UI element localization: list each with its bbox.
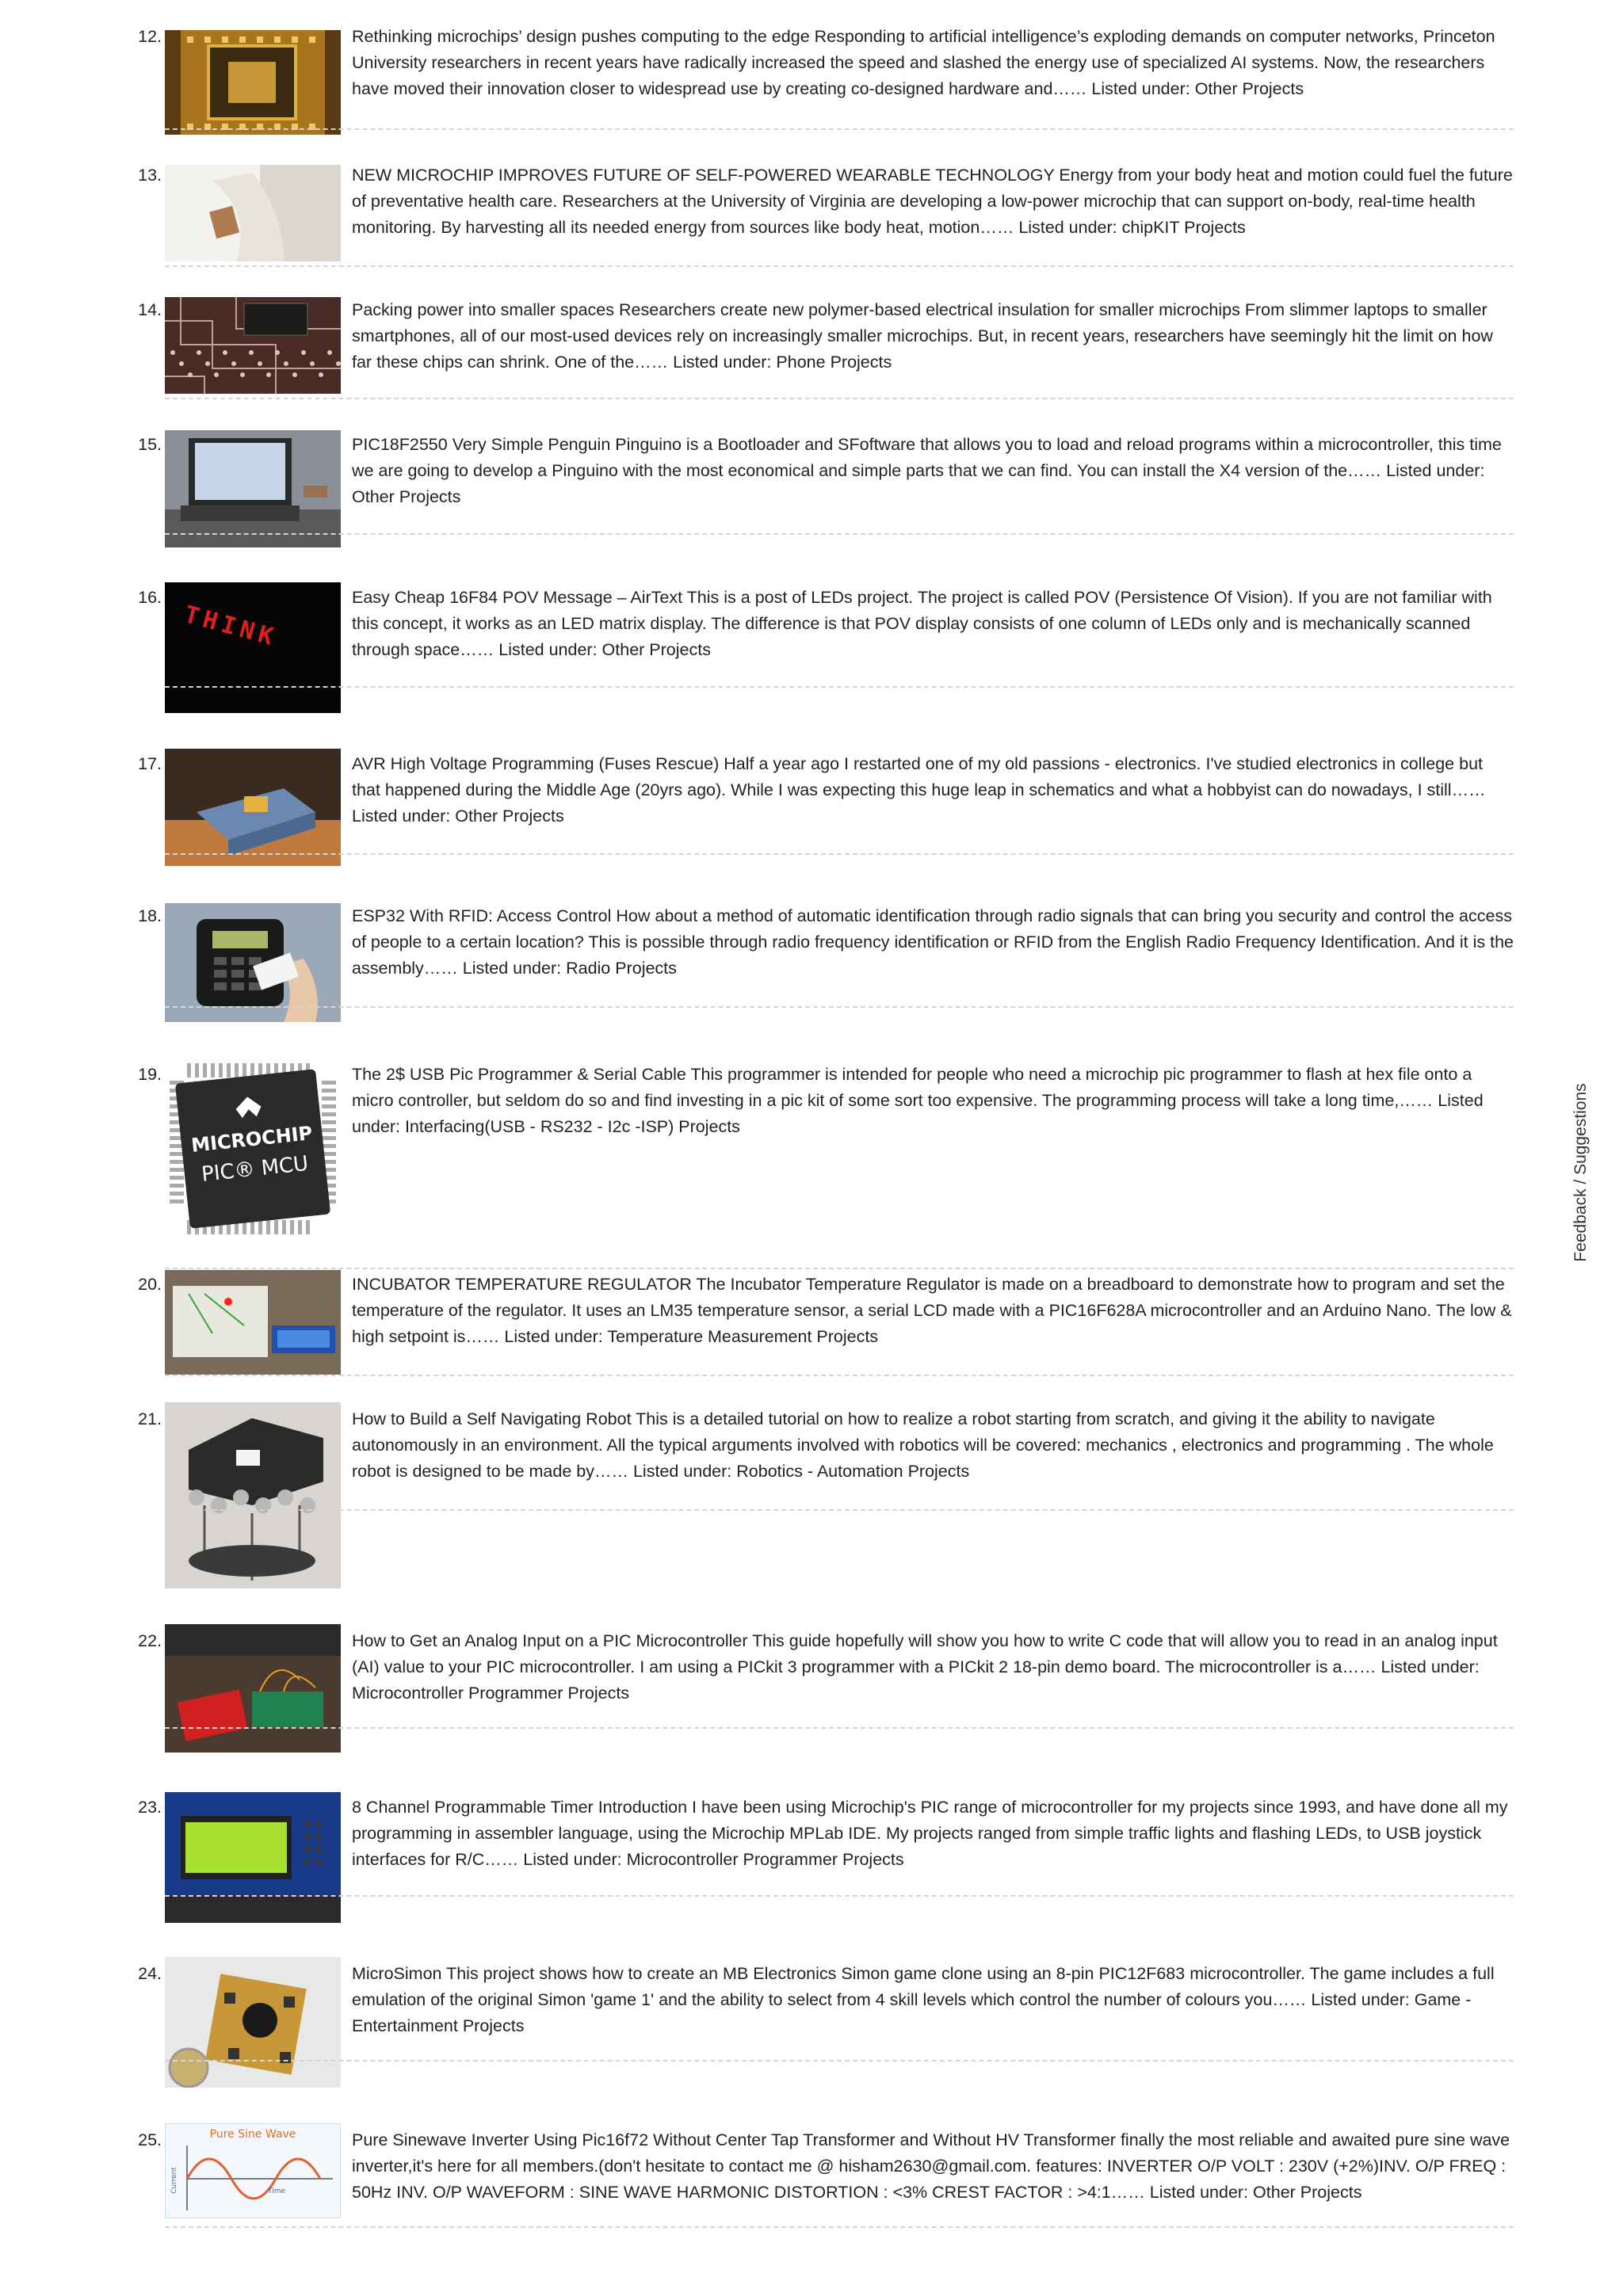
item-excerpt: Energy from your body heat and motion could fuel the future of preventative health care. Researchers at the University of Virginia are developing a low-power microchip that can support on-body, real-time health monitoring. By harvesting all its needed energy from sources like body heat, motion……: [352, 166, 1513, 237]
item-title-link[interactable]: INCUBATOR TEMPERATURE REGULATOR: [352, 1275, 692, 1294]
item-number: 12.: [138, 27, 162, 46]
item-thumbnail[interactable]: [165, 165, 341, 261]
listed-under-label: Listed under:: [1381, 1657, 1480, 1676]
listed-under-label: Listed under:: [632, 1462, 732, 1481]
category-link[interactable]: Microcontroller Programmer Projects: [626, 1850, 904, 1869]
item-divider: [165, 533, 1514, 535]
thumb-chip-model: PIC® MCU: [200, 1151, 310, 1187]
item-description: [352, 162, 1514, 241]
item-divider: [165, 1006, 1514, 1008]
thumb-sine-title: Pure Sine Wave: [209, 2128, 296, 2141]
item-thumbnail[interactable]: [165, 903, 341, 1022]
item-number: 14.: [138, 300, 162, 319]
item-divider: [165, 686, 1514, 688]
listed-under-label: Listed under:: [1311, 1990, 1410, 2009]
item-number: 15.: [138, 435, 162, 454]
listed-under-label: Listed under:: [1018, 218, 1117, 237]
item-description: [352, 297, 1514, 376]
item-title-link[interactable]: AVR High Voltage Programming (Fuses Rescue): [352, 754, 720, 773]
item-title-link[interactable]: Packing power into smaller spaces: [352, 300, 615, 319]
item-description: [352, 903, 1514, 982]
listed-under-label: Listed under:: [352, 807, 451, 826]
item-description: [352, 585, 1514, 663]
thumb-sine-yaxis: Current: [170, 2167, 178, 2194]
listed-under-label: Listed under:: [352, 1091, 1484, 1136]
item-number: 22.: [138, 1631, 162, 1650]
listed-under-label: Listed under:: [1091, 79, 1190, 98]
item-thumbnail[interactable]: [165, 749, 341, 866]
item-description: [352, 2127, 1514, 2206]
listed-under-label: Listed under:: [504, 1327, 603, 1346]
item-description: [352, 1406, 1514, 1485]
item-divider: [165, 2060, 1514, 2061]
item-number: 25.: [138, 2130, 162, 2149]
item-title-link[interactable]: How to Build a Self Navigating Robot: [352, 1409, 632, 1428]
item-divider: [165, 128, 1514, 130]
item-description: [352, 1961, 1514, 2039]
item-excerpt: The Incubator Temperature Regulator is made on a breadboard to demonstrate how to program and set the temperature of the regulator. It uses an LM35 temperature sensor, a serial LCD made with a PIC16F628A microcontroller and an Arduino Nano. The low & high setpoint is……: [352, 1275, 1512, 1346]
item-thumbnail[interactable]: [165, 1058, 341, 1239]
item-divider: [165, 1895, 1514, 1897]
item-divider: [165, 853, 1514, 855]
item-number: 24.: [138, 1964, 162, 1983]
item-excerpt: Researchers create new polymer-based electrical insulation for smaller microchips From slimmer laptops to smaller smartphones, all of our most-used devices rely on increasingly smaller microchips. But, in recent years, researchers have seemingly hit the limit on how far these chips can shrink. One of the……: [352, 300, 1493, 372]
category-link[interactable]: Other Projects: [352, 487, 461, 506]
listed-under-label: Listed under:: [1386, 461, 1485, 480]
item-number: 23.: [138, 1798, 162, 1817]
listed-under-label: Listed under:: [673, 353, 772, 372]
item-title-link[interactable]: NEW MICROCHIP IMPROVES FUTURE OF SELF-POWERED WEARABLE TECHNOLOGY: [352, 166, 1055, 185]
category-link[interactable]: Other Projects: [1194, 79, 1304, 98]
category-link[interactable]: Other Projects: [455, 807, 564, 826]
item-excerpt: This is a detailed tutorial on how to realize a robot starting from scratch, and giving it the ability to navigate autonomously in an environment. All the typical arguments involved with robotics will be covered: mechanics , electronics and programming . The whole robot is designed to be made by……: [352, 1409, 1494, 1481]
item-title-link[interactable]: MicroSimon: [352, 1964, 442, 1983]
category-link[interactable]: Interfacing(USB - RS232 - I2c -ISP) Projects: [404, 1117, 740, 1136]
item-description: [352, 1062, 1514, 1140]
item-divider: [165, 398, 1514, 399]
listed-under-label: Listed under:: [462, 959, 562, 978]
item-divider: [165, 1509, 1514, 1511]
item-description: [352, 432, 1514, 510]
item-divider: [165, 1375, 1514, 1376]
thumb-pov-text: THINK: [181, 601, 281, 653]
item-excerpt: Introduction I have been using Microchip's PIC range of microcontroller for my projects since 1993, and have done all my programming in assembler language, using the Microchip MPLab IDE. My projects ranged from simple traffic lights and flashing LEDs, to USB joystick interfaces for R/C……: [352, 1798, 1508, 1869]
category-link[interactable]: Robotics - Automation Projects: [736, 1462, 970, 1481]
feedback-tab[interactable]: [1569, 1081, 1593, 1264]
item-thumbnail[interactable]: [165, 1792, 341, 1923]
item-excerpt: finally the most reliable and awaited pure sine wave inverter,it's here for all members.(don't hesitate to contact me @ hisham2630@gmail.com. features: INVERTER O/P VOLT : 230V (+2%)INV. O/P FREQ : 50Hz INV. O/P WAVEFORM : SINE WAVE HARMONIC DISTORTION : <3% CREST FACTOR : >4:1……: [352, 2130, 1510, 2202]
item-number: 18.: [138, 906, 162, 925]
item-title-link[interactable]: ESP32 With RFID: Access Control: [352, 906, 612, 925]
item-title-link[interactable]: Rethinking microchips’ design pushes computing to the edge: [352, 27, 810, 46]
item-thumbnail[interactable]: [165, 1270, 341, 1375]
item-excerpt: Responding to artificial intelligence’s exploding demands on computer networks, Princeton University researchers in recent years have radically increased the speed and slashed the energy use of specialized AI systems. Now, the researchers have moved their innovation closer to widespread use by creating co-designed hardware and……: [352, 27, 1495, 98]
item-number: 20.: [138, 1275, 162, 1294]
item-title-link[interactable]: Pure Sinewave Inverter Using Pic16f72 Without Center Tap Transformer and Without HV Transformer: [352, 2130, 1116, 2149]
item-excerpt: This guide hopefully will show you how to write C code that will allow you to read in an analog input (AI) value to your PIC microcontroller. I am using a PICkit 3 programmer with a PICkit 2 18-pin demo board. The microcontroller is a……: [352, 1631, 1498, 1676]
item-excerpt: Pinguino is a Bootloader and SFoftware that allows you to load and reload programs within a microcontroller, this time we are going to develop a Pinguino with the most economical and simple parts that we can find. You can install the X4 version of the……: [352, 435, 1502, 480]
item-excerpt: Half a year ago I restarted one of my old passions - electronics. I've studied electronics in college but that happened during the Middle Age (20yrs ago). While I was expecting this huge leap in schematics and what a hobbyist can do nowadays, I still……: [352, 754, 1486, 799]
item-thumbnail[interactable]: [165, 30, 341, 135]
item-description: [352, 24, 1514, 102]
category-link[interactable]: Game - Entertainment Projects: [352, 1990, 1472, 2035]
thumb-chip-brand: MICROCHIP: [189, 1122, 314, 1158]
item-number: 13.: [138, 166, 162, 185]
item-thumbnail[interactable]: [165, 1624, 341, 1753]
item-number: 16.: [138, 588, 162, 607]
category-link[interactable]: Other Projects: [1253, 2183, 1362, 2202]
item-excerpt: This programmer is intended for people who need a microchip pic programmer to flash at hex file onto a micro controller, but seldom do so and find investing in a pic kit of some sort too expensive. The programming process will take a long time,……: [352, 1065, 1472, 1110]
item-excerpt: How about a method of automatic identification through radio signals that can bring you security and control the access of people to a certain location? This is possible through radio frequency identification or RFID from the English Radio Frequency Identification. And it is the assembly……: [352, 906, 1514, 978]
item-thumbnail[interactable]: [165, 1402, 341, 1589]
item-divider: [165, 2226, 1514, 2228]
listed-under-label: Listed under:: [523, 1850, 622, 1869]
category-link[interactable]: Temperature Measurement Projects: [607, 1327, 879, 1346]
item-title-link[interactable]: 8 Channel Programmable Timer: [352, 1798, 594, 1817]
item-title-link[interactable]: PIC18F2550 Very Simple Penguin: [352, 435, 611, 454]
item-title-link[interactable]: Easy Cheap 16F84 POV Message – AirText: [352, 588, 683, 607]
category-link[interactable]: chipKIT Projects: [1121, 218, 1246, 237]
item-thumbnail[interactable]: [165, 2123, 341, 2218]
listed-under-label: Listed under:: [1149, 2183, 1249, 2202]
item-thumbnail[interactable]: [165, 582, 341, 713]
item-excerpt: This is a post of LEDs project. The project is called POV (Persistence Of Vision). If you are not familiar with this concept, it works as an LED matrix display. The difference is that POV display consists of one column of LEDs only and is mechanically scanned through space……: [352, 588, 1492, 659]
item-number: 19.: [138, 1065, 162, 1084]
item-description: [352, 751, 1514, 830]
item-thumbnail[interactable]: [165, 430, 341, 547]
item-description: [352, 1272, 1514, 1350]
item-number: 17.: [138, 754, 162, 773]
item-title-link[interactable]: How to Get an Analog Input on a PIC Microcontroller: [352, 1631, 748, 1650]
item-divider: [165, 265, 1514, 267]
item-description: [352, 1794, 1514, 1873]
item-excerpt: This project shows how to create an MB Electronics Simon game clone using an 8-pin PIC12F683 microcontroller. The game includes a full emulation of the original Simon 'game 1' and the ability to select from 4 skill levels which control the number of colours you……: [352, 1964, 1495, 2009]
item-divider: [165, 1727, 1514, 1729]
listed-under-label: Listed under:: [498, 640, 598, 659]
item-divider: [165, 1268, 1514, 1269]
category-link[interactable]: Other Projects: [601, 640, 711, 659]
feedback-label: Feedback / Suggestions: [1571, 1083, 1590, 1262]
item-description: [352, 1628, 1514, 1707]
thumb-sine-xaxis: Time: [268, 2187, 286, 2195]
item-thumbnail[interactable]: [165, 297, 341, 394]
item-title-link[interactable]: The 2$ USB Pic Programmer & Serial Cable: [352, 1065, 686, 1084]
item-thumbnail[interactable]: [165, 1957, 341, 2088]
item-number: 21.: [138, 1409, 162, 1428]
category-link[interactable]: Radio Projects: [566, 959, 677, 978]
category-link[interactable]: Microcontroller Programmer Projects: [352, 1684, 630, 1703]
category-link[interactable]: Phone Projects: [776, 353, 892, 372]
